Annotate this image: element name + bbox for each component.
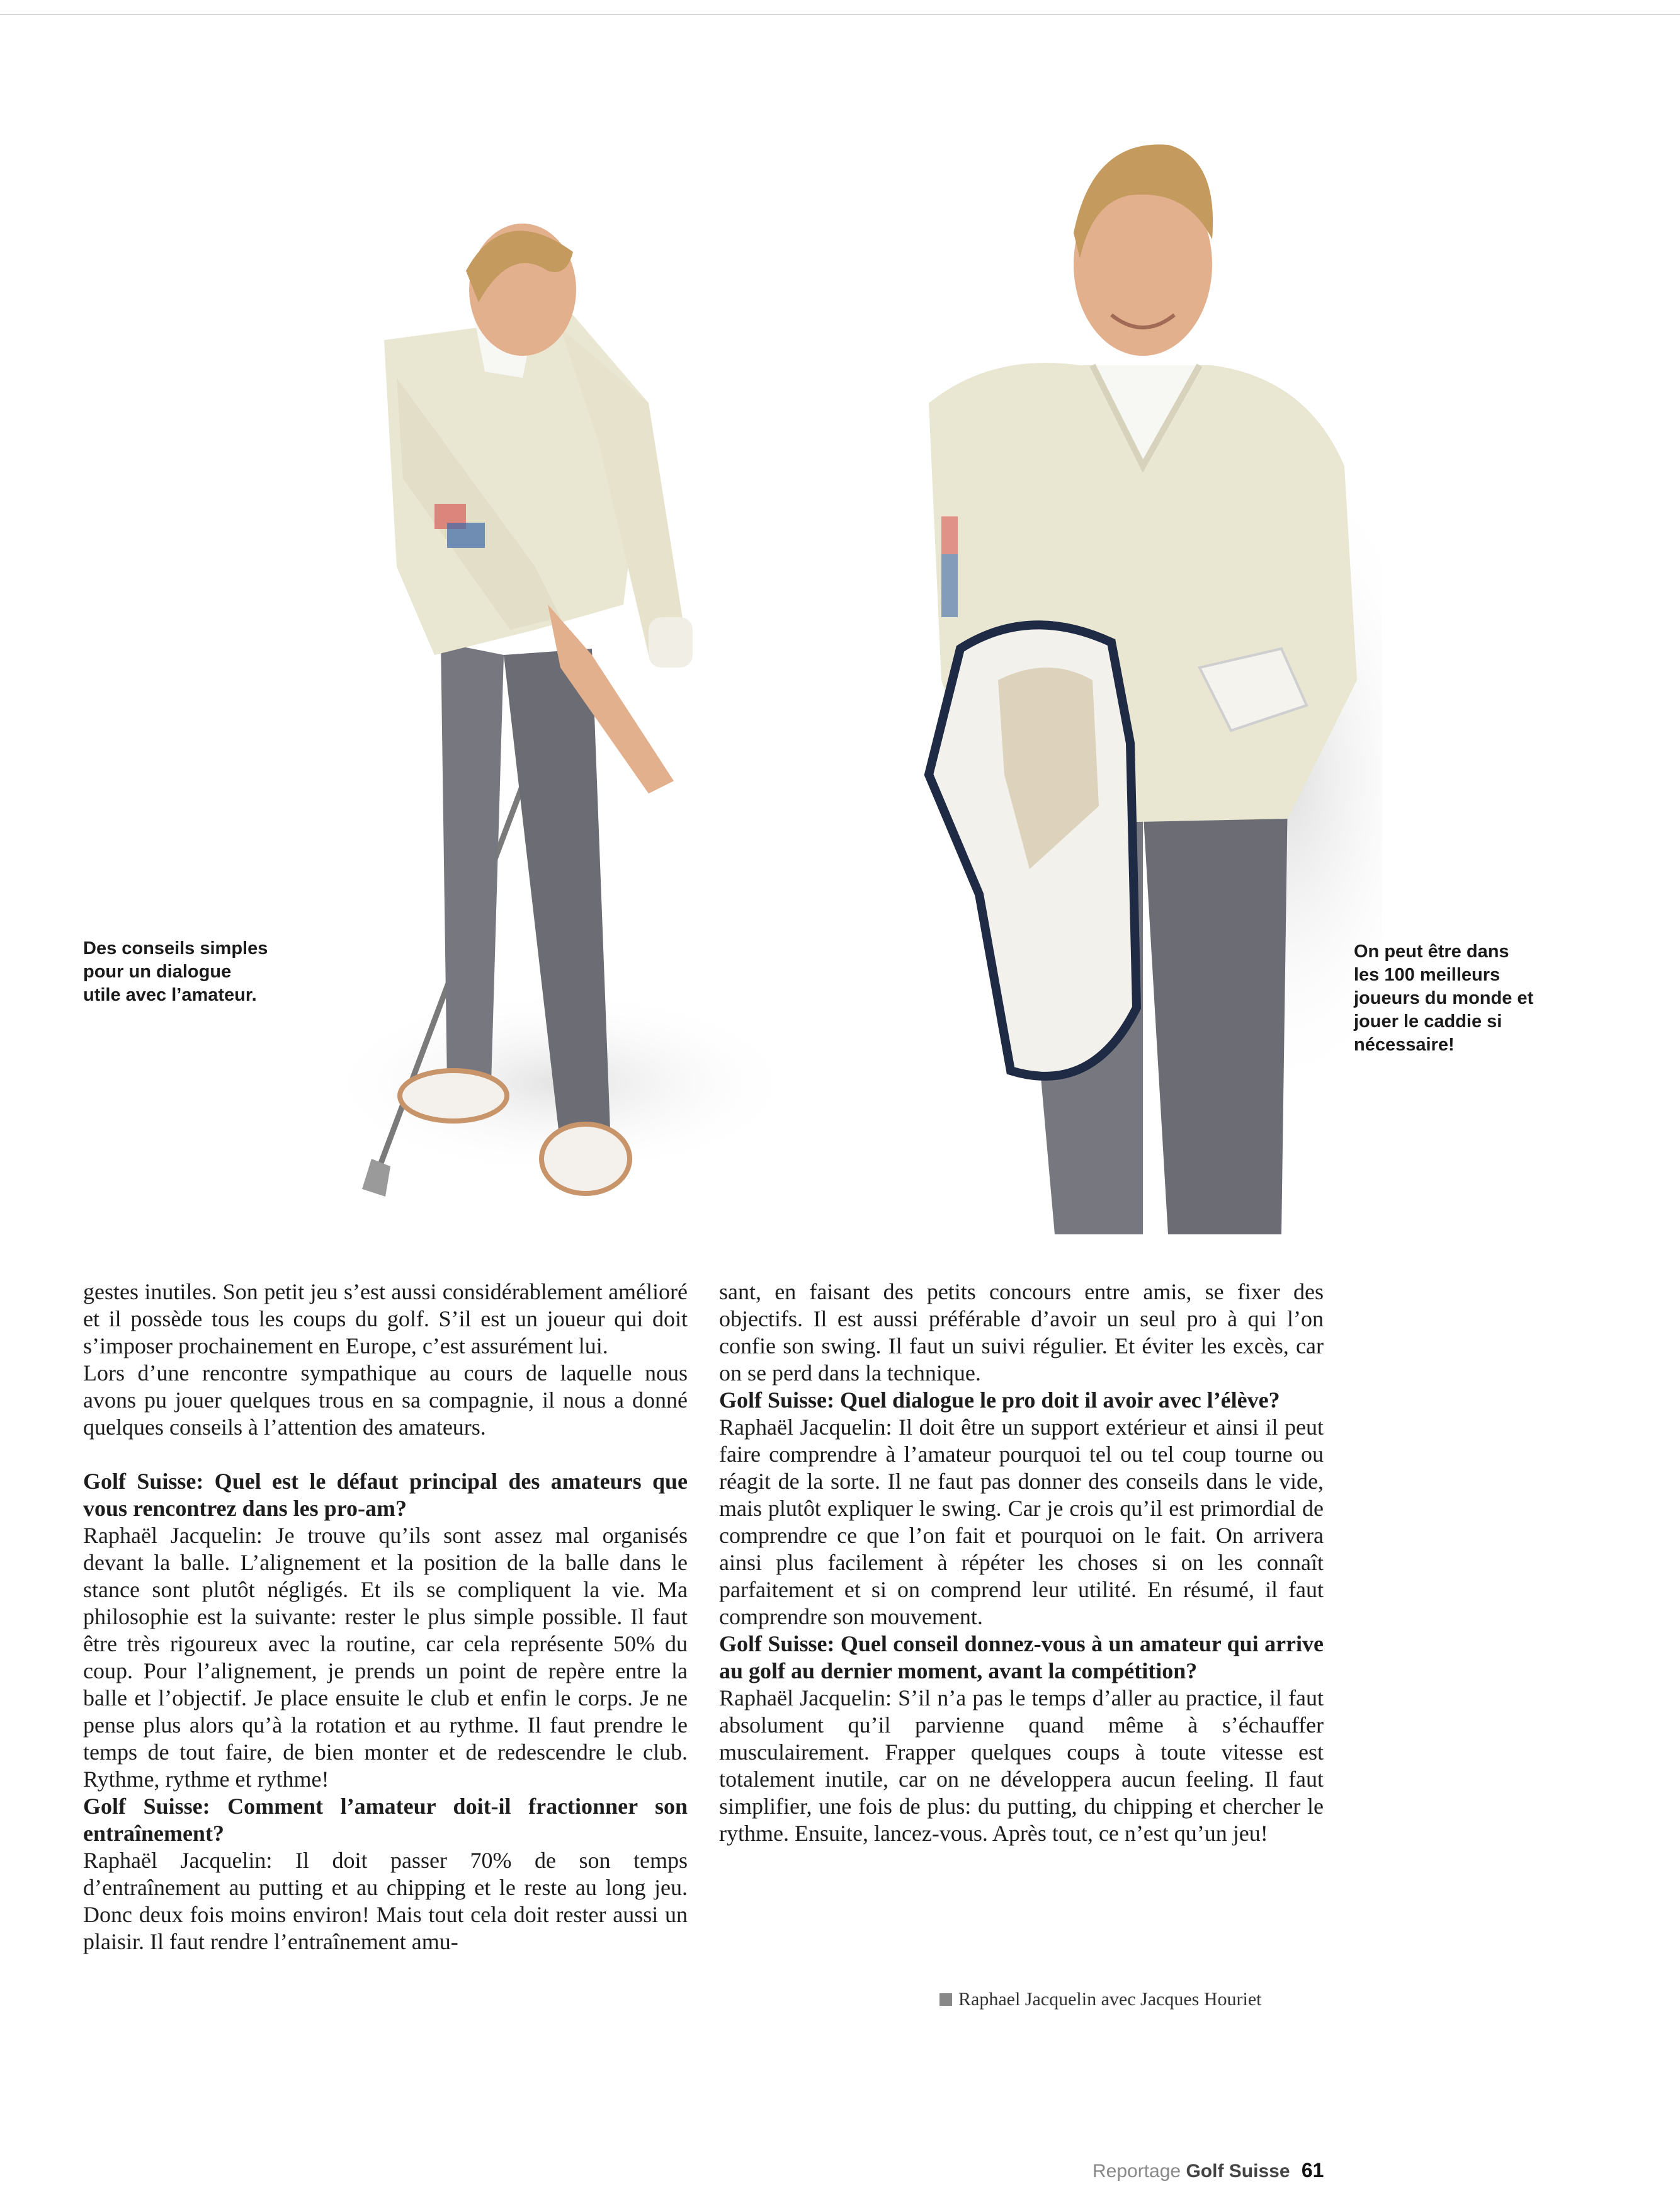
- article-paragraph: Raphaël Jacquelin: Je trouve qu’ils sont assez mal organisés devant la balle. L’alignement et la position de la balle dans le stance sont plutôt négligés. Et ils se compliquent la vie. Ma philosophie est la suivante: rester le plus simple possible. Il faut être très rigoureux avec la routine, car cela représente 50% du coup. Pour l’alignement, je prends un point de repère entre la balle et l’objectif. Je place ensuite le club et enfin le corps. Je ne pense plus alors qu’à la rotation et au rythme. Il faut prendre le temps de tout faire, de bien monter et de redescendre le club. Rythme, rythme et rythme!: [83, 1523, 688, 1792]
- golfer-swing-illustration: [296, 214, 775, 1203]
- page-number: 61: [1301, 2159, 1324, 2182]
- caption-right: On peut être dans les 100 meilleurs joueurs du monde et jouer le caddie si nécessaire!: [1354, 942, 1534, 1055]
- interview-question: Golf Suisse: Quel dialogue le pro doit il avoir avec l’élève?: [719, 1387, 1280, 1413]
- paragraph-gap: [83, 1441, 688, 1468]
- author-credit: [939, 1989, 1261, 2010]
- article-paragraph: Raphaël Jacquelin: Il doit être un support extérieur et ainsi il peut faire comprendre à l’amateur pourquoi tel ou tel coup tourne ou réagit de la sorte. Il ne faut pas donner des conseils dans le vide, mais plutôt expliquer le swing. Car je crois qu’il est primordial de comprendre ce que l’on fait et pourquoi on le fait. On arrivera ainsi plus facilement à répéter les choses si on les connaît parfaitement et si on comprend leur utilité. En résumé, il faut comprendre son mouvement.: [719, 1414, 1324, 1629]
- interview-question: Golf Suisse: Quel conseil donnez-vous à un amateur qui arrive au golf au dernier moment, avant la compétition?: [719, 1631, 1324, 1683]
- article-paragraph: Raphaël Jacquelin: S’il n’a pas le temps d’aller au practice, il faut absolument qu’il parvienne quand même à s’échauffer musculairement. Frapper quelques coups à toute vitesse est totalement inutile, car on ne développera aucun feeling. Il faut simplifier, une fois de plus: du putting, du chipping et chercher le rythme. Ensuite, lancez-vous. Après tout, ce n’est qu’un jeu!: [719, 1685, 1324, 1846]
- footer-section: Reportage: [1093, 2161, 1181, 2182]
- article-paragraph: Raphaël Jacquelin: Il doit passer 70% de son temps d’entraînement au putting et au chipping et le reste au long jeu. Donc deux fois moins environ! Mais tout cela doit rester aussi un plaisir. Il faut rendre l’entraînement amu-: [83, 1848, 688, 1954]
- top-rule: [0, 14, 1680, 15]
- photo-golfer-swing: [296, 214, 775, 1203]
- article-paragraph: Lors d’une rencontre sympathique au cours de laquelle nous avons pu jouer quelques trous en sa compagnie, il nous a donné quelques conseils à l’attention des amateurs.: [83, 1360, 688, 1440]
- golfer-towel-illustration: [904, 113, 1382, 1234]
- article-paragraph: gestes inutiles. Son petit jeu s’est aussi considérablement amélioré et il possède tous les coups du golf. S’il est un joueur qui doit s’imposer prochainement en Europe, c’est assurément lui.: [83, 1279, 688, 1358]
- caption-left: Des conseils simples pour un dialogue utile avec l’amateur.: [83, 938, 268, 1005]
- article-paragraph: sant, en faisant des petits concours entre amis, se fixer des objectifs. Il est aussi préférable d’avoir un seul pro à qui l’on confie son swing. Il faut un suivi régulier. Et éviter les excès, car on se perd dans la technique.: [719, 1279, 1324, 1386]
- footer-magazine: Golf Suisse: [1186, 2161, 1290, 2182]
- credit-square-icon: [939, 1993, 952, 2006]
- article-column-left: [83, 1278, 688, 1955]
- page-footer: [1093, 2159, 1324, 2182]
- interview-question: Golf Suisse: Quel est le défaut principal des amateurs que vous rencontrez dans les pro-am?: [83, 1469, 688, 1521]
- interview-question: Golf Suisse: Comment l’amateur doit-il fractionner son entraînement?: [83, 1794, 688, 1846]
- article-column-right: [719, 1278, 1324, 1847]
- author-credit-text: Raphael Jacquelin avec Jacques Houriet: [958, 1989, 1262, 2010]
- photo-golfer-towel: [904, 113, 1382, 1234]
